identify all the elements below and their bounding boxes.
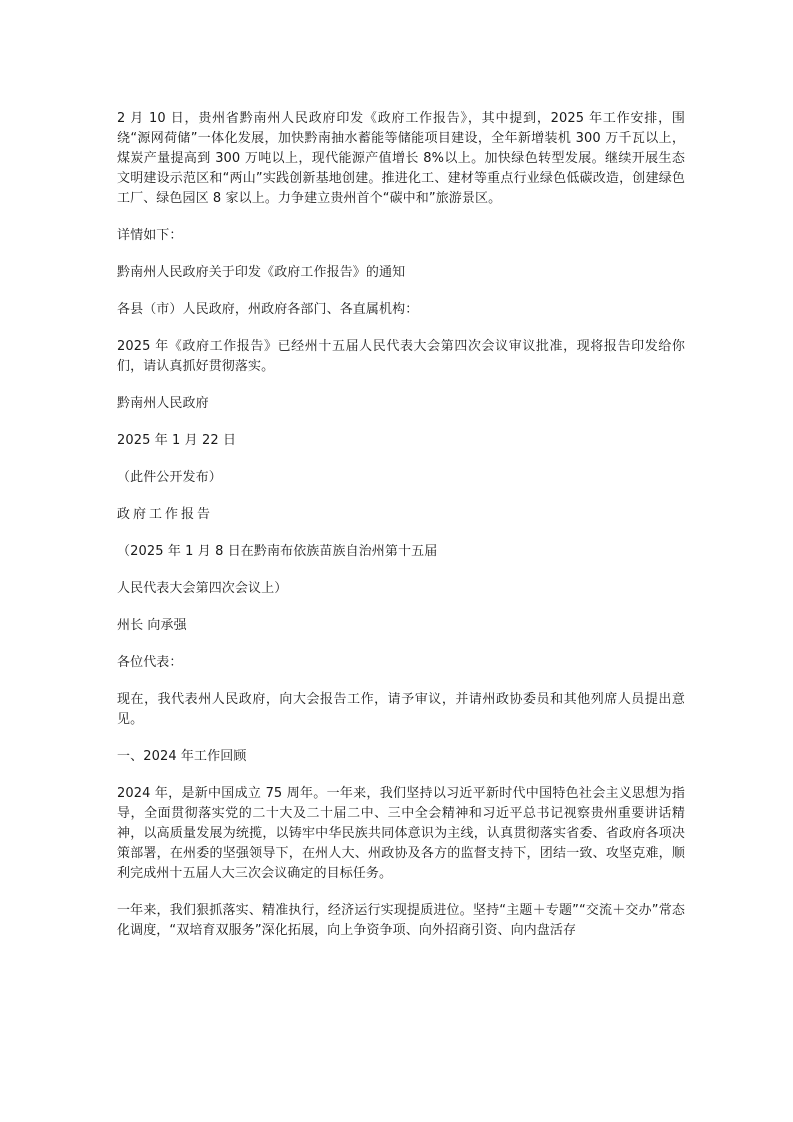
addressee: 各县（市）人民政府，州政府各部门、各直属机构： [117,302,419,317]
report-title: 政府工作报告 [117,507,214,522]
report-subtitle-line-1: （2025 年 1 月 8 日在黔南布依族苗族自治州第十五届 [117,544,438,559]
salutation: 各位代表： [117,655,183,670]
details-label: 详情如下： [117,228,183,243]
notice-body: 2025 年《政府工作报告》已经州十五届人民代表大会第四次会议审议批准，现将报告印发给你们，请认真抓好贯彻落实。 [117,339,685,374]
section-paragraph: 2024 年，是新中国成立 75 周年。一年来，我们坚持以习近平新时代中国特色社会主义思想为指导，全面贯彻落实党的二十大及二十届二中、三中全会精神和习近平总书记视察贵州重要讲话精神，以高质量发展为统揽，以铸牢中华民族共同体意识为主线，认真贯彻落实省委、省政府各项决策部署，在州委的坚强领导下，在州人大、州政协及各方的监督支持下，团结一致、攻坚克难，顺利完成州十五届人大三次会议确定的目标任务。 [117,786,685,881]
publication-note: （此件公开发布） [117,470,222,485]
notice-title: 黔南州人民政府关于印发《政府工作报告》的通知 [117,265,406,280]
opening-paragraph: 现在，我代表州人民政府，向大会报告工作，请予审议，并请州政协委员和其他列席人员提出意见。 [117,692,685,727]
section-heading: 一、2024 年工作回顾 [117,749,247,764]
intro-paragraph: 2 月 10 日，贵州省黔南州人民政府印发《政府工作报告》，其中提到，2025 年工作安排，围绕“源网荷储”一体化发展，加快黔南抽水蓄能等储能项目建设，全年新增装机 300 万千瓦以上，煤炭产量提高到 300 万吨以上，现代能源产值增长 8%以上。加快绿色转型发展。继续开展生态文明建设示范区和“两山”实践创新基地创建。推进化工、建材等重点行业绿色低碳改造，创建绿色工厂、绿色园区 8 家以上。力争建立贵州首个“碳中和”旅游景区。 [117,111,685,206]
issuer: 黔南州人民政府 [117,396,209,411]
issue-date: 2025 年 1 月 22 日 [117,433,237,448]
speaker: 州长 向承强 [117,618,187,633]
section-paragraph: 一年来，我们狠抓落实、精准执行，经济运行实现提质进位。坚持“主题＋专题”“交流＋交办”常态化调度，“双培育双服务”深化拓展，向上争资争项、向外招商引资、向内盘活存 [117,903,685,938]
report-subtitle-line-2: 人民代表大会第四次会议上） [117,581,288,596]
document-page [117,109,685,958]
